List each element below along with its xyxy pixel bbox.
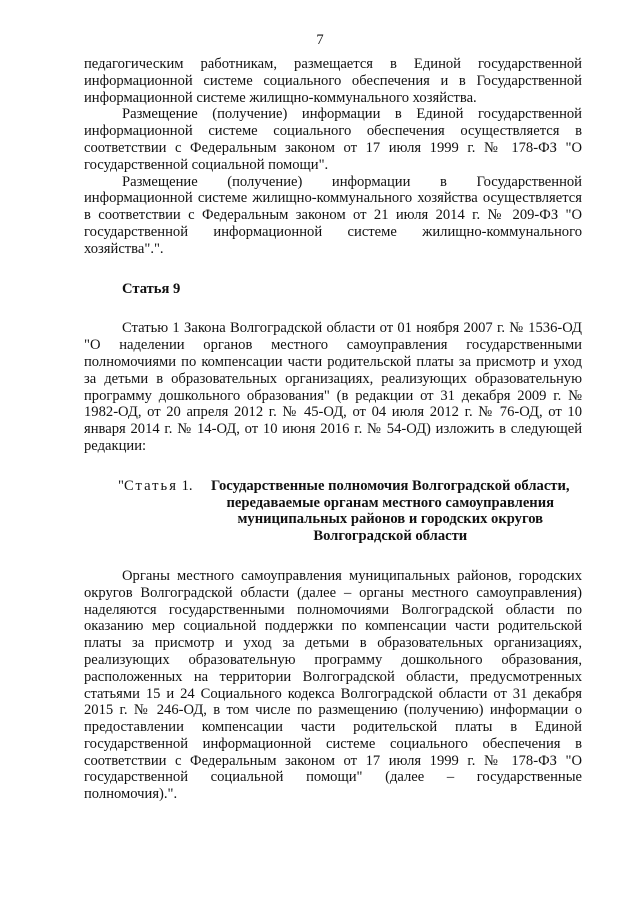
article-number: 1. bbox=[181, 477, 193, 494]
article-9-paragraph: Статью 1 Закона Волгоградской области от 01 ноября 2007 г. № 1536-ОД "О наделении органов местного самоуправления государственными полномочиями по компенсации части родительской платы за присмотр и уход за детьми в образовательных организациях, реализующих образовательную программу дошкольного образования" (в редакции от 31 декабря 2009 г. № 1982-ОД, от 20 апреля 2012 г. № 45-ОД, от 04 июля 2012 г. № 76-ОД, от 10 января 2014 г. № 14-ОД, от 10 июня 2016 г. № 54-ОД) изложить в следующей редакции: bbox=[84, 320, 582, 454]
egisso-paragraph: Размещение (получение) информации в Единой государственной информационной системе социального обеспечения осуществляется в соответствии с Федеральным законом от 17 июля 1999 г. № 178-ФЗ "О государственной социальной помощи". bbox=[84, 106, 582, 173]
new-article-label bbox=[118, 478, 199, 545]
quote-mark: " bbox=[118, 477, 124, 494]
page-number: 7 bbox=[316, 32, 324, 48]
continuation-paragraph: педагогическим работникам, размещается в Единой государственной информационной системе социального обеспечения и в Государственной информационной системе жилищно-коммунального хозяйства. bbox=[84, 56, 582, 106]
new-article-title: Государственные полномочия Волгоградской области, передаваемые органам местного самоуправления муниципальных районов и городских округов Волгоградской области bbox=[210, 477, 570, 545]
new-article-paragraph: Органы местного самоуправления муниципальных районов, городских округов Волгоградской области (далее – органы местного самоуправления) наделяются государственными полномочиями Волгоградской области по оказанию мер социальной поддержки по компенсации части родительской платы за присмотр и уход за детьми в образовательных организациях, реализующих образовательную программу дошкольного образования, расположенных на территории Волгоградской области, предусмотренных статьями 15 и 24 Социального кодекса Волгоградской области от 31 декабря 2015 г. № 246-ОД, в том числе по размещению (получению) информации о предоставлении компенсации части родительской платы в Единой государственной информационной системе социального обеспечения в соответствии с Федеральным законом от 17 июля 1999 г. № 178-ФЗ "О государственной социальной помощи" (далее – государственные полномочия).". bbox=[84, 567, 582, 803]
new-article-heading bbox=[118, 478, 582, 545]
page-text bbox=[84, 56, 582, 803]
article-word: Статья bbox=[123, 477, 178, 494]
gis-zhkh-paragraph: Размещение (получение) информации в Государственной информационной системе жилищно-коммунального хозяйства осуществляется в соответствии с Федеральным законом от 21 июля 2014 г. № 209-ФЗ "О государственной информационной системе жилищно-коммунального хозяйства".". bbox=[84, 173, 582, 257]
article-heading: Статья 9 bbox=[122, 280, 181, 297]
